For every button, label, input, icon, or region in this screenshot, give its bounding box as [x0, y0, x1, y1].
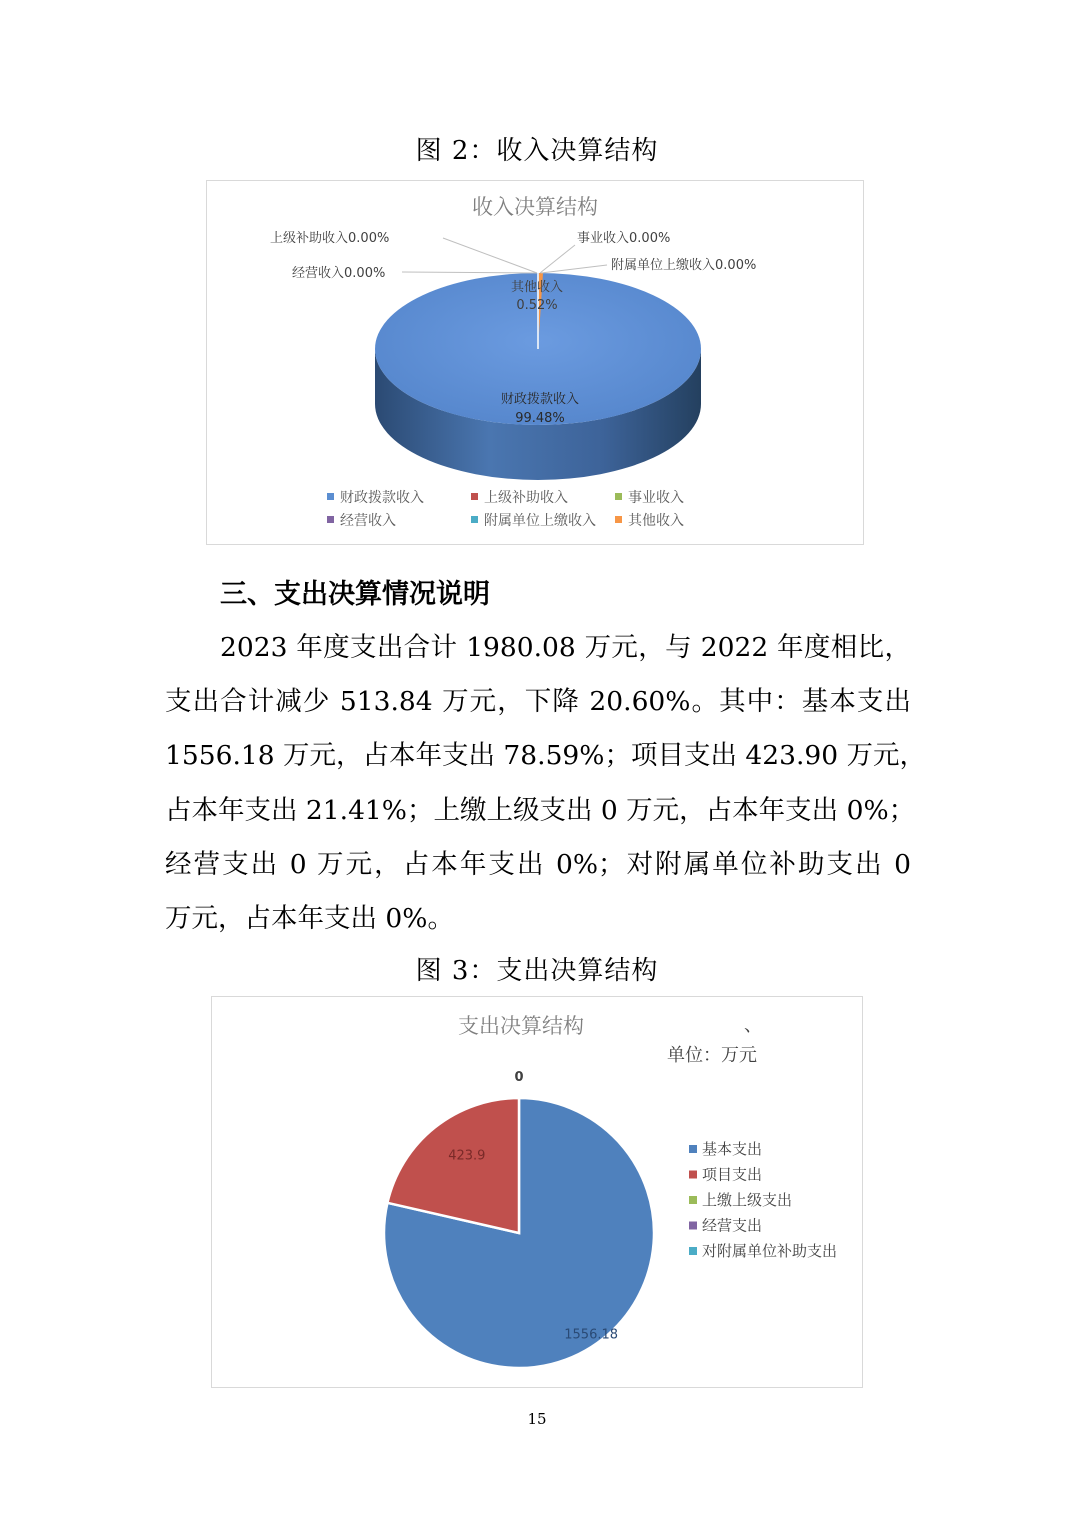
expenditure-chart-title: 支出决算结构 [458, 1014, 584, 1038]
legend-label-基本支出: 基本支出 [702, 1140, 763, 1158]
legend-label-事业收入: 事业收入 [628, 490, 684, 506]
expenditure-chart-svg [212, 997, 862, 1387]
legend-label-上级补助收入: 上级补助收入 [484, 490, 568, 506]
income-chart [206, 180, 864, 545]
figure2-caption: 图 2：收入决算结构 [415, 136, 659, 166]
unit-label: 单位：万元 [667, 1045, 757, 1066]
expenditure-legend [689, 1140, 837, 1260]
label-其他收入-value: 0.52% [516, 298, 558, 313]
label-其他收入-name: 其他收入 [510, 280, 564, 295]
data-label-项目支出: 423.9 [448, 1148, 486, 1164]
expenditure-chart [211, 996, 863, 1388]
legend-label-附属单位上缴收入: 附属单位上缴收入 [484, 513, 596, 529]
figure3-caption: 图 3：支出决算结构 [415, 956, 659, 986]
paragraph-line: 经营支出 0 万元，占本年支出 0%；对附属单位补助支出 0 [165, 848, 911, 880]
data-label-上缴上级支出: 0 [514, 1070, 524, 1085]
legend-marker-上缴上级支出 [689, 1196, 697, 1204]
stray-mark: 、 [744, 1015, 762, 1036]
legend-marker-上级补助收入 [471, 493, 478, 500]
legend-marker-附属单位上缴收入 [471, 516, 478, 523]
data-label-基本支出: 1556.18 [564, 1327, 619, 1343]
label-财政拨款收入-name: 财政拨款收入 [500, 392, 580, 407]
paragraph-line: 1556.18 万元，占本年支出 78.59%；项目支出 423.90 万元， [165, 740, 927, 772]
legend-marker-对附属单位补助支出 [689, 1247, 697, 1255]
legend-marker-财政拨款收入 [327, 493, 334, 500]
legend-label-其他收入: 其他收入 [628, 513, 684, 529]
legend-label-项目支出: 项目支出 [702, 1165, 763, 1184]
legend-marker-经营支出 [689, 1222, 697, 1230]
legend-marker-其他收入 [615, 516, 622, 523]
legend-marker-事业收入 [615, 493, 622, 500]
label-附属单位上缴收入: 附属单位上缴收入0.00% [611, 258, 757, 273]
paragraph-line: 万元，占本年支出 0%。 [165, 903, 454, 935]
page-number: 15 [527, 1410, 547, 1428]
section-heading: 三、支出决算情况说明 [220, 579, 490, 610]
legend-marker-项目支出 [689, 1171, 697, 1179]
expenditure-paragraph [165, 621, 927, 946]
label-经营收入: 经营收入0.00% [292, 266, 386, 281]
income-chart-title: 收入决算结构 [472, 195, 598, 219]
income-legend [327, 489, 684, 529]
label-财政拨款收入-value: 99.48% [515, 411, 565, 426]
paragraph-line: 占本年支出 21.41%；上缴上级支出 0 万元，占本年支出 0%； [165, 794, 916, 826]
legend-marker-经营收入 [327, 516, 334, 523]
legend-label-对附属单位补助支出: 对附属单位补助支出 [702, 1242, 838, 1260]
legend-label-经营收入: 经营收入 [340, 513, 396, 529]
paragraph-line: 支出合计减少 513.84 万元，下降 20.60%。其中：基本支出 [165, 686, 911, 718]
label-上级补助收入: 上级补助收入0.00% [270, 231, 390, 246]
legend-label-经营支出: 经营支出 [702, 1216, 763, 1235]
income-chart-svg [207, 181, 863, 544]
paragraph-line: 2023 年度支出合计 1980.08 万元，与 2022 年度相比， [220, 632, 911, 663]
legend-label-上缴上级支出: 上缴上级支出 [702, 1191, 793, 1209]
legend-marker-基本支出 [689, 1145, 697, 1153]
legend-label-财政拨款收入: 财政拨款收入 [340, 490, 424, 506]
label-事业收入: 事业收入0.00% [577, 231, 671, 246]
